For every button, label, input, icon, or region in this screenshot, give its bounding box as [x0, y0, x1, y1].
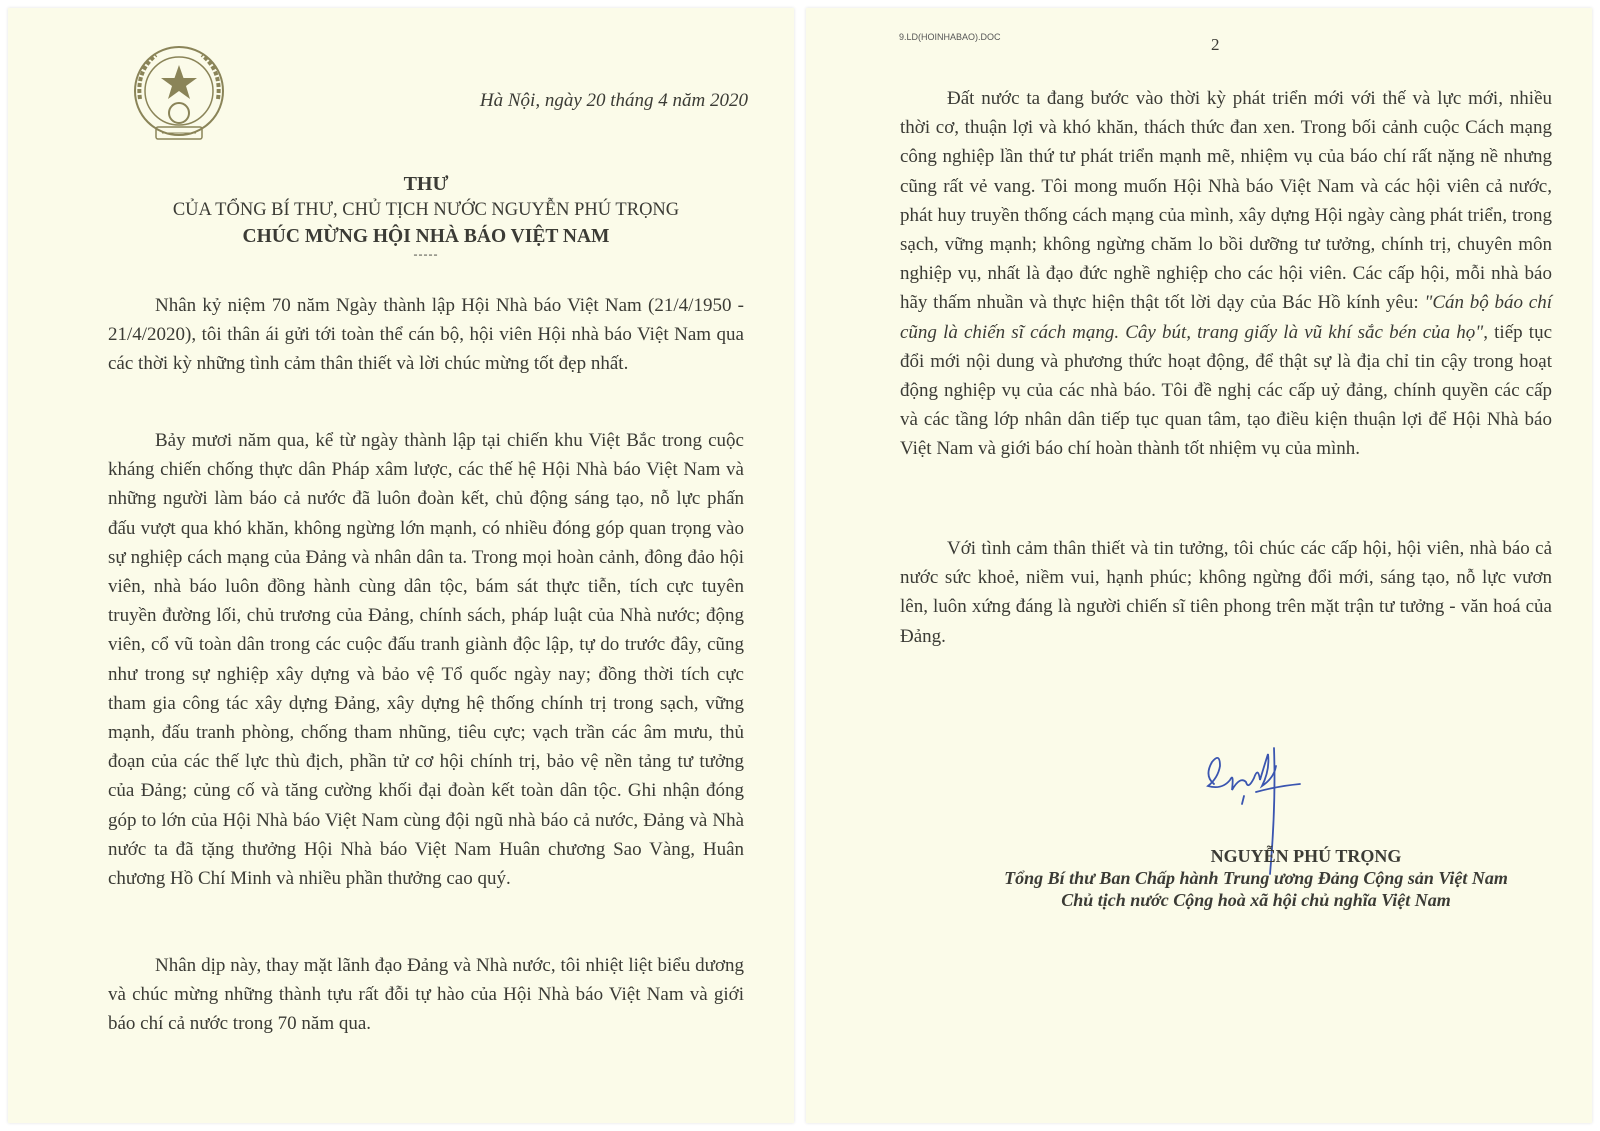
- signer-title: Tổng Bí thư Ban Chấp hành Trung ương Đảng Cộng sản Việt Nam: [1004, 868, 1508, 888]
- paragraph: Nhân kỷ niệm 70 năm Ngày thành lập Hội Nhà báo Việt Nam (21/4/1950 - 21/4/2020), tôi thân ái gửi tới toàn thể cán bộ, hội viên Hội nhà báo Việt Nam qua các thời kỳ những tình cảm thân thiết và lời chúc mừng tốt đẹp nhất.: [108, 295, 744, 375]
- signer-name: NGUYỄN PHÚ TRỌNG: [1210, 846, 1402, 866]
- paragraph-text: , tiếp tục đổi mới nội dung và phương thức hoạt động, để thật sự là địa chỉ tin cậy trong hoạt động nghiệp vụ của các nhà báo. Tôi đề nghị các cấp uỷ đảng, chính quyền các cấp và các tầng lớp nhân dân tiếp tục quan tâm, tạo điều kiện thuận lợi để Hội Nhà báo Việt Nam và giới báo chí hoàn thành tốt nhiệm vụ của mình.: [900, 321, 1553, 460]
- file-code: 9.LD(HOINHABAO).DOC: [899, 32, 1001, 42]
- letter-page-1: [8, 8, 794, 1123]
- paragraph-text: Đất nước ta đang bước vào thời kỳ phát triển mới với thế và lực mới, nhiều thời cơ, thuận lợi và khó khăn, thách thức đan xen. Trong bối cảnh cuộc Cách mạng công nghiệp lần thứ tư phát triển mạnh mẽ, nhiệm vụ của báo chí rất nặng nề nhưng cũng rất vẻ vang. Tôi mong muốn Hội Nhà báo Việt Nam và các hội viên cả nước, phát huy truyền thống cách mạng của mình, xây dựng Hội ngày càng phát triển, trong sạch, vững mạnh; không ngừng chăm lo bồi dưỡng tư tưởng, chính trị, chuyên môn nghiệp vụ, nhất là đạo đức nghề nghiệp cho các hội viên. Các cấp hội, mỗi nhà báo hãy thấm nhuần và thực hiện thật tốt lời dạy của Bác Hồ kính yêu:: [900, 88, 1552, 314]
- ho-chi-minh-quote: "Cán bộ báo chí cũng là chiến sĩ cách mạng. Cây bút, trang giấy là vũ khí sắc bén của họ": [900, 292, 1552, 343]
- paragraph: [900, 84, 1552, 464]
- letter-date: Hà Nội, ngày 20 tháng 4 năm 2020: [479, 90, 748, 111]
- page-number: 2: [1211, 35, 1220, 54]
- paragraph: Bảy mươi năm qua, kể từ ngày thành lập tại chiến khu Việt Bắc trong cuộc kháng chiến chống thực dân Pháp xâm lược, các thế hệ Hội Nhà báo Việt Nam và những người làm báo cả nước đã luôn đoàn kết, chủ động sáng tạo, nỗ lực phấn đấu vượt qua khó khăn, không ngừng lớn mạnh, có nhiều đóng góp quan trọng vào sự nghiệp cách mạng của Đảng và nhân dân ta. Trong mọi hoàn cảnh, đông đảo hội viên, nhà báo luôn đồng hành cùng dân tộc, bám sát thực tiễn, tích cực tuyên truyền đường lối, chủ trương của Đảng, chính sách, pháp luật của Nhà nước; động viên, cổ vũ toàn dân trong các cuộc đấu tranh giành độc lập, tự do trước đây, cũng như trong sự nghiệp xây dựng và bảo vệ Tổ quốc ngày nay; đồng thời tích cực tham gia công tác xây dựng Đảng, xây dựng hệ thống chính trị trong sạch, vững mạnh, đấu tranh phòng, chống tham nhũng, tiêu cực; vạch trần các âm mưu, thủ đoạn của các thế lực thù địch, phần tử cơ hội chính trị, bảo vệ nền tảng tư tưởng của Đảng; củng cố và tăng cường khối đại đoàn kết toàn dân tộc. Ghi nhận đóng góp to lớn của Hội Nhà báo Việt Nam cùng đội ngũ nhà báo cả nước, Đảng và Nhà nước ta đã tặng thưởng Hội Nhà báo Việt Nam Huân chương Sao Vàng, Huân chương Hồ Chí Minh và nhiều phần thưởng cao quý.: [108, 430, 744, 890]
- paragraph: Nhân dịp này, thay mặt lãnh đạo Đảng và Nhà nước, tôi nhiệt liệt biểu dương và chúc mừng những thành tựu rất đỗi tự hào của Hội Nhà báo Việt Nam và giới báo chí cả nước trong 70 năm qua.: [108, 955, 744, 1035]
- paragraph: Với tình cảm thân thiết và tin tưởng, tôi chúc các cấp hội, hội viên, nhà báo cả nước sức khoẻ, niềm vui, hạnh phúc; không ngừng đổi mới, sáng tạo, nỗ lực vươn lên, luôn xứng đáng là người chiến sĩ tiên phong trên mặt trận tư tưởng - văn hoá của Đảng.: [900, 538, 1552, 647]
- letter-subtitle: CỦA TỔNG BÍ THƯ, CHỦ TỊCH NƯỚC NGUYỄN PHÚ TRỌNG: [172, 200, 680, 220]
- national-emblem-icon: [126, 41, 232, 147]
- letter-page-2: [806, 8, 1592, 1123]
- letter-main-title: CHÚC MỪNG HỘI NHÀ BÁO VIỆT NAM: [242, 226, 610, 247]
- title-separator: -----: [413, 247, 439, 261]
- signer-title: Chủ tịch nước Cộng hoà xã hội chủ nghĩa Việt Nam: [1061, 890, 1451, 910]
- letter-title: THƯ: [403, 173, 449, 195]
